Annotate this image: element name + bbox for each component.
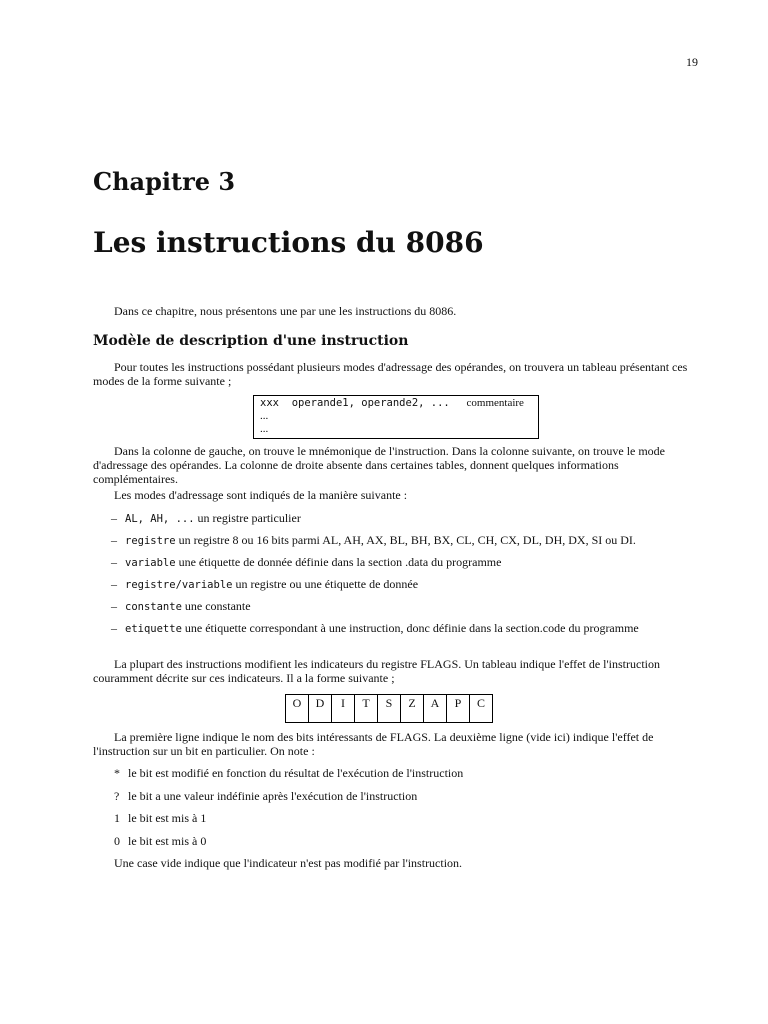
page-number: 19 [686, 55, 698, 69]
flags-table [285, 694, 493, 723]
note-item: * le bit est modifié en fonction du résultat de l'exécution de l'instruction [114, 766, 464, 780]
paragraph-3: Les modes d'adressage sont indiqués de la manière suivante : [114, 488, 408, 502]
paragraph-5: La première ligne indique le nom des bits intéressants de FLAGS. La deuxième ligne (vide ici) indique l'effet de l'instruction sur un bit en particulier. On note : [93, 730, 654, 758]
chapter-label: Chapitre 3 [93, 167, 236, 196]
chapter-title: Les instructions du 8086 [93, 226, 484, 259]
template-operands: operande1, operande2, ... [291, 397, 450, 409]
paragraph-4: La plupart des instructions modifient les indicateurs du registre FLAGS. Un tableau indique l'effet de l'instruction couramment décrite sur ces indicateurs. Il a la forme suivante ; [93, 657, 660, 685]
note-item: 1 le bit est mis à 1 [114, 811, 207, 825]
flag-cell: P [447, 695, 470, 723]
flag-cell: I [332, 695, 355, 723]
note-item: ? le bit a une valeur indéfinie après l'exécution de l'instruction [114, 789, 418, 803]
flag-cell: Z [401, 695, 424, 723]
flag-cell: A [424, 695, 447, 723]
template-line-3: ... [260, 423, 269, 435]
paragraph-1: Pour toutes les instructions possédant plusieurs modes d'adressage des opérandes, on trouvera un tableau présentant ces modes de la forme suivante ; [93, 360, 688, 388]
paragraph-2: Dans la colonne de gauche, on trouve le mnémonique de l'instruction. Dans la colonne suivante, on trouve le mode d'adressage des opérandes. La colonne de droite absente dans certaines tables, donnent quelques informations complémentaires. [93, 444, 666, 486]
instruction-template-box [253, 395, 539, 439]
document-page: 19 Chapitre 3 Les instructions du 8086 Dans ce chapitre, nous présentons une par une les instructions du 8086. Modèle de description d'une instruction Pour toutes les instructions possédant plusieurs modes d'adressage des opérandes, on trouvera un tableau présentant ces modes de la forme suivante ; xxx operande1, operande2, ... commentaire ... ... Dans la colonne de gauche, on trouve le mnémonique de l'instruction. Dans la colonne suivante, on trouve le mode d'adressage des opérandes. La colonne de droite absente dans certaines tables, donnent quelques informations complémentaires. Les modes d'adressage sont indiqués de la manière suivante : – AL, AH, ... un registre particulier – registre un registre 8 ou 16 bits parmi AL, AH, AX, BL, BH, BX, CL, CH, CX, DL, DH, DX, SI ou DI. – variable une étiquette de donnée définie dans la section .data du programme – registre/variable un registre ou une étiquette de donnée – constante une constante – etiquette une étiquette correspondant à une instruction, donc définie dans la section.code du programme La plupart des instructions modifient les indicateurs du registre FLAGS. Un tableau indique l'effet de l'instruction couramment décrite sur ces indicateurs. Il a la forme suivante ; O D I T S Z A P C La première ligne indique le nom des bits intéressants de FLAGS. La deuxième ligne (vide ici) indique l'effet de l'instruction sur un bit en particulier. On note : * le bit est modifié en fonction du résultat de l'exécution de l'instruction ? le bit a une valeur indéfinie après l'exécution de l'instruction 1 le bit est mis à 1 0 le bit est mis à 0 Une case vide indique que l'indicateur n'est pas modifié par l'instruction. [93, 55, 698, 870]
template-line-1 [260, 397, 524, 410]
flag-cell: C [470, 695, 493, 723]
flag-cell: T [355, 695, 378, 723]
flag-cell: S [378, 695, 401, 723]
template-mnemonic: xxx [260, 397, 279, 409]
flag-cell: D [309, 695, 332, 723]
flags-row [286, 695, 493, 723]
paragraph-6: Une case vide indique que l'indicateur n'est pas modifié par l'instruction. [114, 856, 463, 870]
section-heading: Modèle de description d'une instruction [93, 333, 409, 349]
template-comment: commentaire [466, 397, 524, 409]
template-line-2: ... [260, 410, 269, 422]
intro-paragraph: Dans ce chapitre, nous présentons une par une les instructions du 8086. [114, 304, 457, 318]
note-item: 0 le bit est mis à 0 [114, 834, 207, 848]
flag-cell: O [286, 695, 309, 723]
